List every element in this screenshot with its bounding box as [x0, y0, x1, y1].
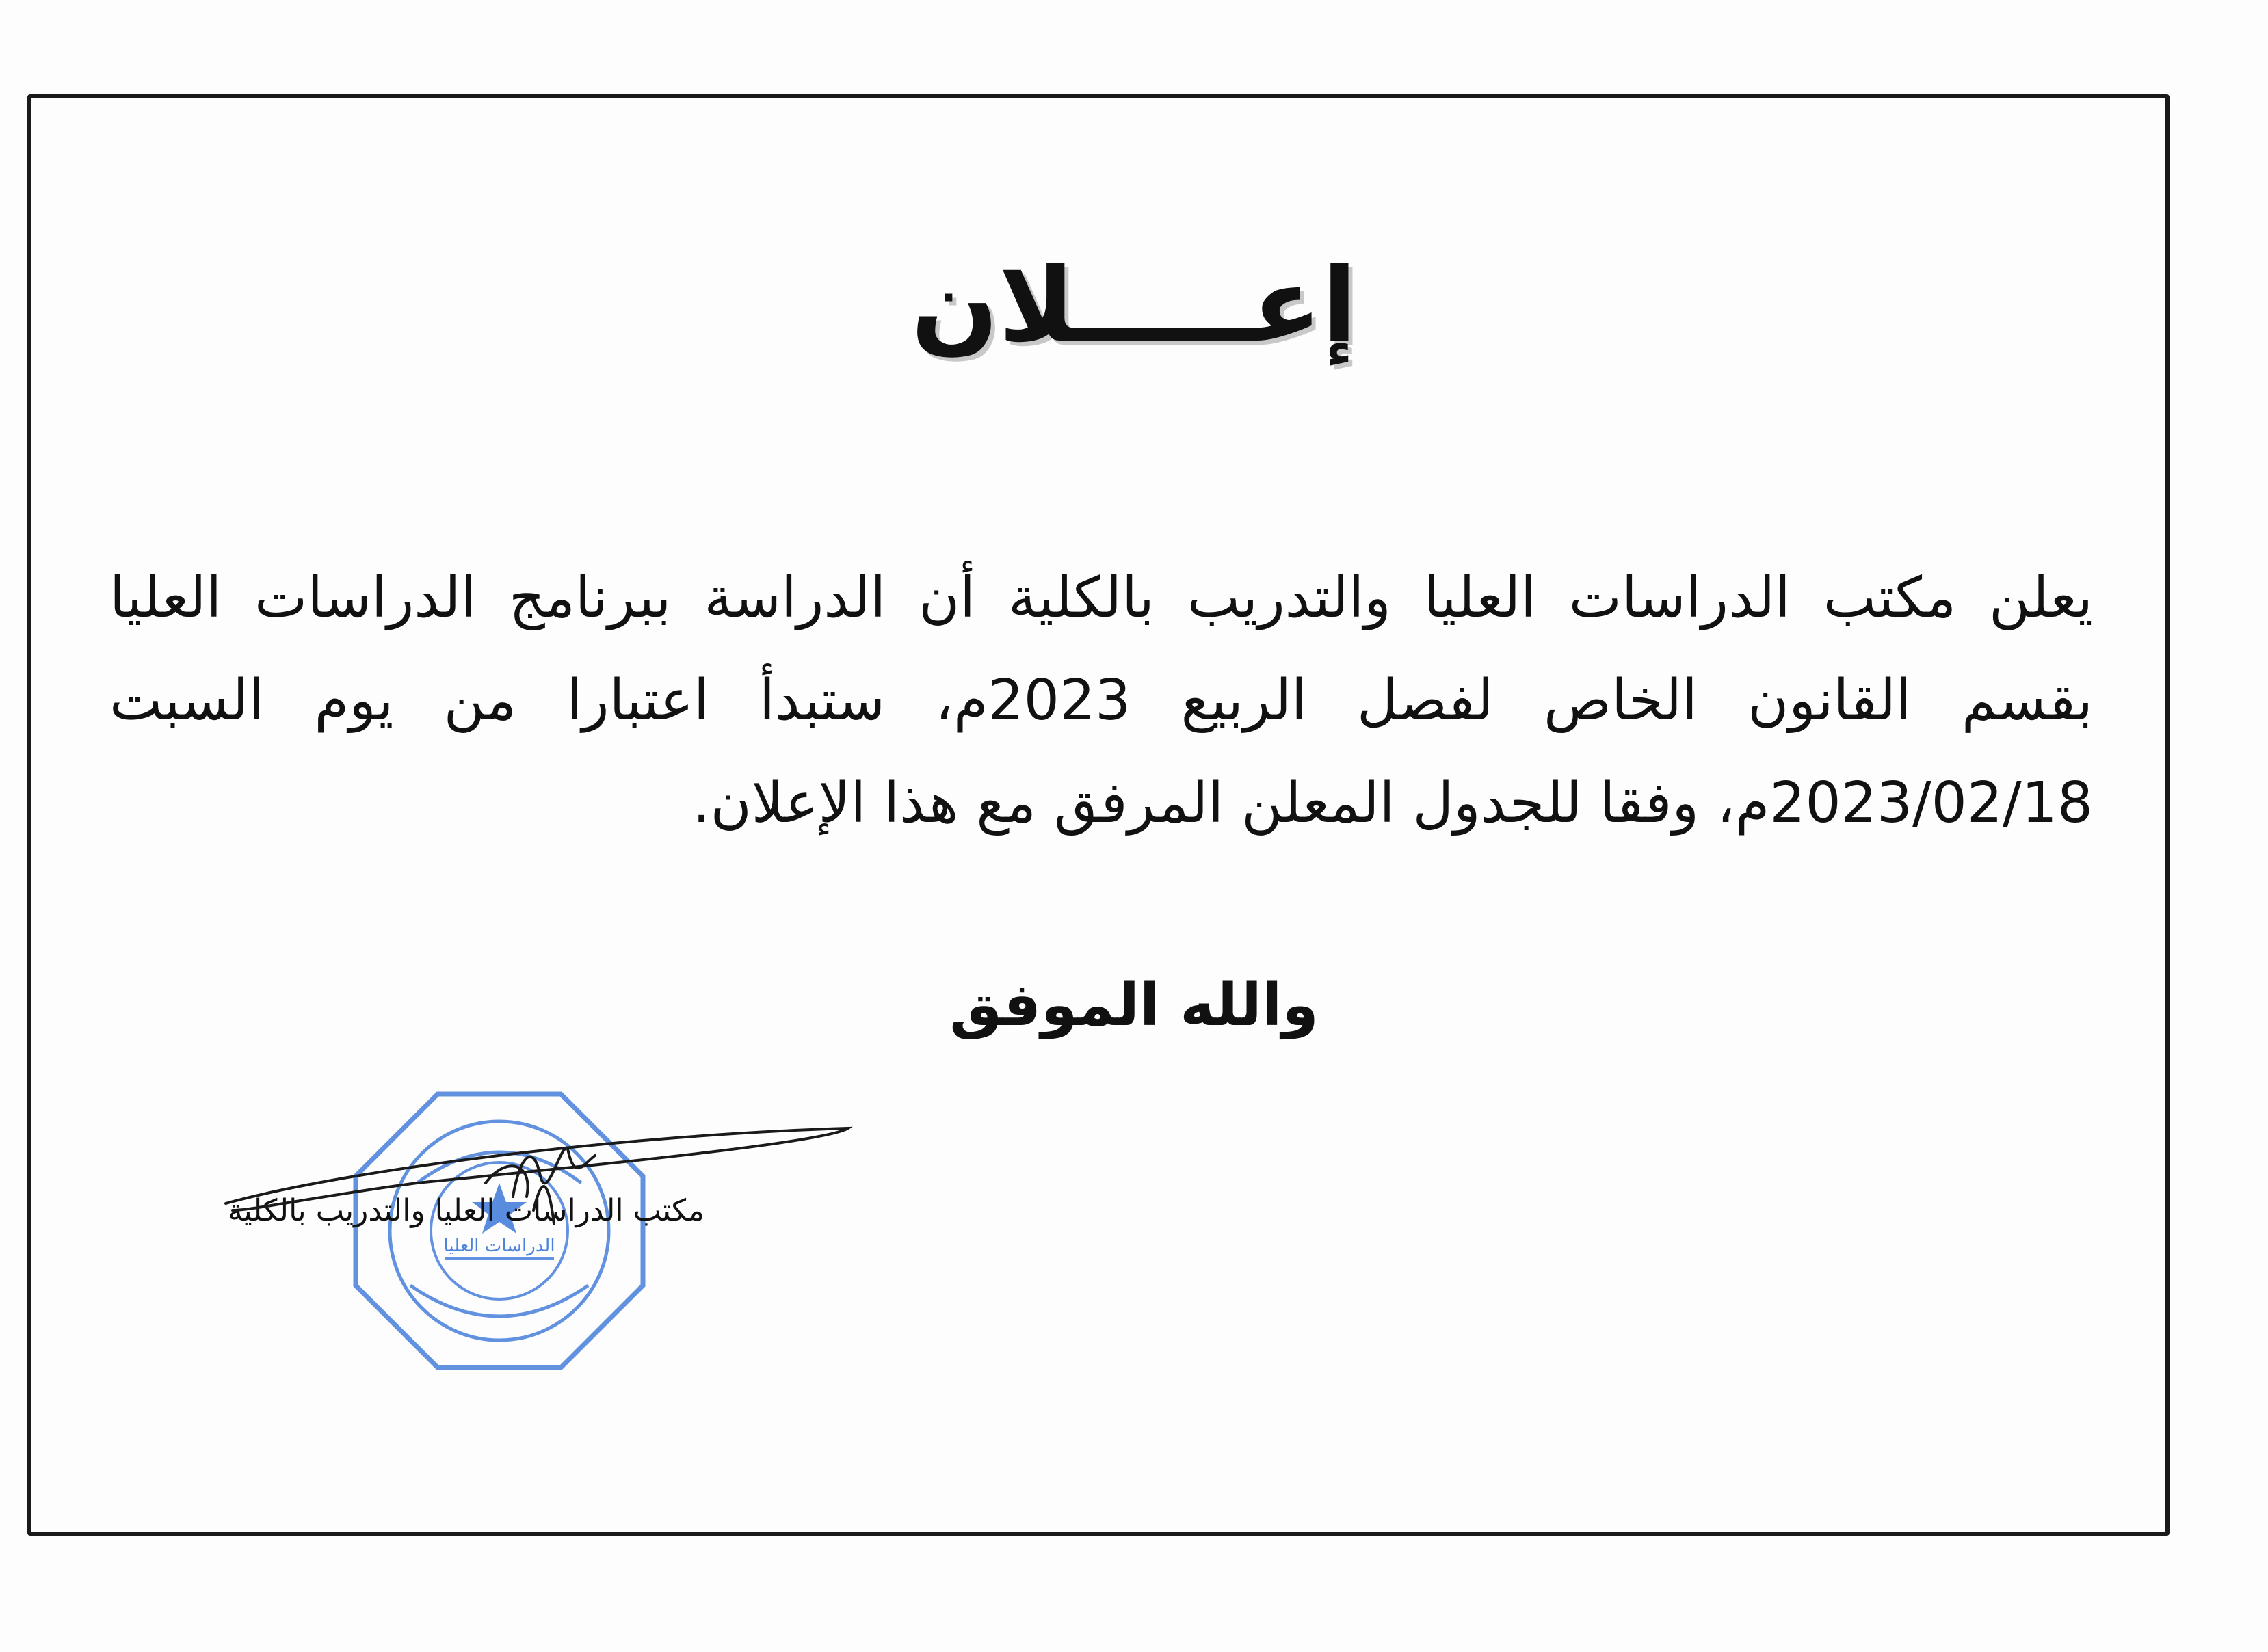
signature-office-label: مكتب الدراسات العليا والتدريب بالكلية [227, 1193, 704, 1228]
closing-phrase: والله الموفق [949, 971, 1319, 1039]
announcement-paragraph: يعلن مكتب الدراسات العليا والتدريب بالكلية أن الدراسة ببرنامج الدراسات العليا بقسم القانون الخاص لفصل الربيع 2023م، ستبدأ اعتبارا من يوم السبت 2023/02/18م، وفقا للجدول المعلن المرفق مع هذا الإعلان. [109, 565, 2094, 836]
stamp-center-text: الدراسات العليا [443, 1236, 555, 1256]
signature-block [103, 1080, 787, 1381]
handwritten-signature [212, 1101, 869, 1251]
announcement-title: إعـــــلان [910, 246, 1358, 365]
